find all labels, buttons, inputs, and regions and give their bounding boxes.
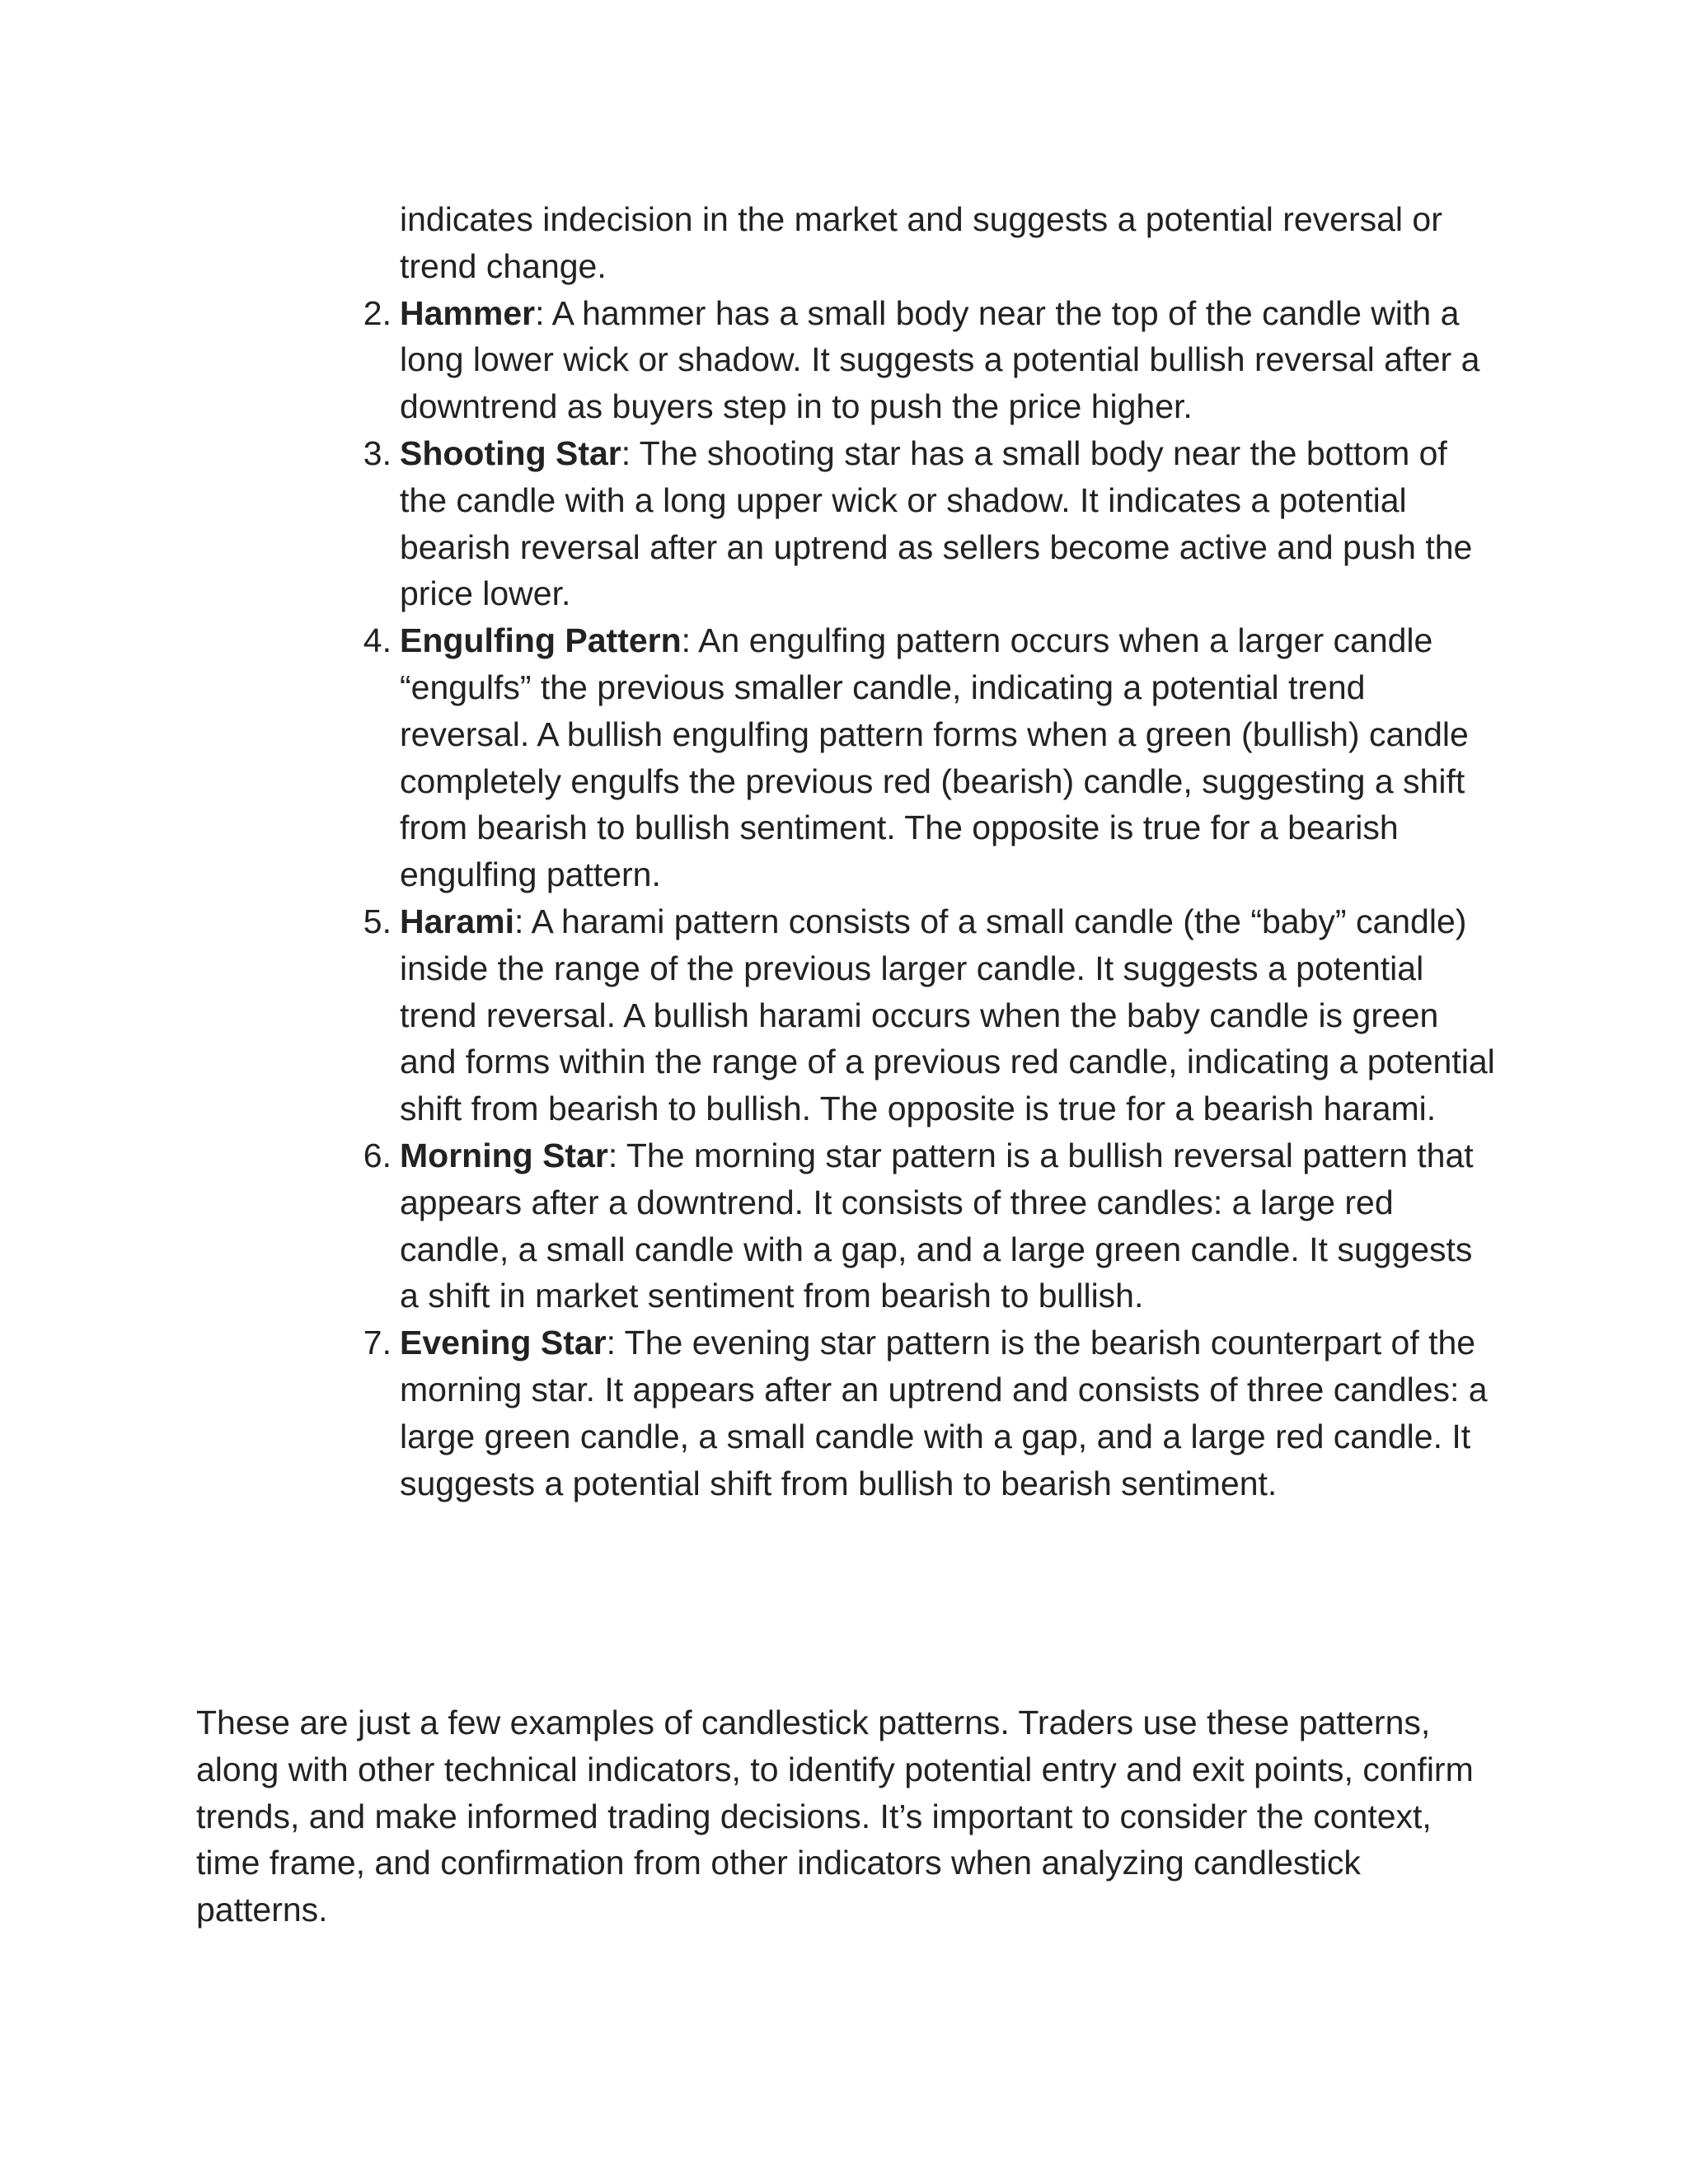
list-item-term: Shooting Star: [400, 434, 621, 472]
list-item-number: 5.: [363, 902, 392, 940]
list-item-evening-star: [350, 1319, 1500, 1507]
list-item-number: 2.: [363, 293, 392, 332]
list-item-term: Evening Star: [400, 1324, 607, 1362]
list-item-text: : An engulfing pattern occurs when a larger candle “engulfs” the previous smaller candle, indicating a potential trend reversal. A bullish engulfing pattern forms when a green (bullish) candle completely engulfs the previous red (bearish) candle, suggesting a shift from bearish to bullish sentiment. The opposite is true for a bearish engulfing pattern.: [400, 621, 1469, 894]
list-item-number: 7.: [363, 1324, 392, 1362]
list-item-text: : The shooting star has a small body near the bottom of the candle with a long upper wick or shadow. It indicates a potential bearish reversal after an uptrend as sellers become active and push the price lower.: [400, 434, 1473, 613]
list-item-harami: [350, 898, 1500, 1132]
list-item-text: indicates indecision in the market and suggests a potential reversal or trend change.: [400, 200, 1442, 285]
list-item-morning-star: [350, 1132, 1500, 1319]
list-item-term: Engulfing Pattern: [400, 621, 682, 660]
list-item-text: : A hammer has a small body near the top of the candle with a long lower wick or shadow. It suggests a potential bullish reversal after a downtrend as buyers step in to push the price higher.: [400, 293, 1480, 426]
list-item-hammer: [350, 290, 1500, 430]
closing-paragraph: These are just a few examples of candlestick patterns. Traders use these patterns, along with other technical indicators, to identify potential entry and exit points, confirm trends, and make informed trading decisions. It’s important to consider the context, time frame, and confirmation from other indicators when analyzing candlestick patterns.: [196, 1704, 1474, 1929]
list-item-term: Harami: [400, 902, 515, 940]
list-item-text: : A harami pattern consists of a small candle (the “baby” candle) inside the range of the previous larger candle. It suggests a potential trend reversal. A bullish harami occurs when the baby candle is green and forms within the range of a previous red candle, indicating a potential shift from bearish to bullish. The opposite is true for a bearish harami.: [400, 902, 1495, 1128]
list-item-number: 6.: [363, 1136, 392, 1174]
list-item-continuation: [350, 196, 1500, 290]
list-item-text: : The evening star pattern is the bearish counterpart of the morning star. It appears after an uptrend and consists of three candles: a large green candle, a small candle with a gap, and a large red candle. It suggests a potential shift from bullish to bearish sentiment.: [400, 1324, 1488, 1502]
list-item-term: Hammer: [400, 293, 536, 332]
list-item-text: : The morning star pattern is a bullish reversal pattern that appears after a downtrend. It consists of three candles: a large red candle, a small candle with a gap, and a large green candle. It suggests a shift in market sentiment from bearish to bullish.: [400, 1136, 1474, 1315]
list-item-term: Morning Star: [400, 1136, 608, 1174]
list-item-shooting-star: [350, 430, 1500, 617]
list-item-number: 4.: [363, 621, 392, 660]
candlestick-pattern-list: [350, 196, 1500, 1507]
list-item-engulfing-pattern: [350, 617, 1500, 898]
list-item-number: 3.: [363, 434, 392, 472]
